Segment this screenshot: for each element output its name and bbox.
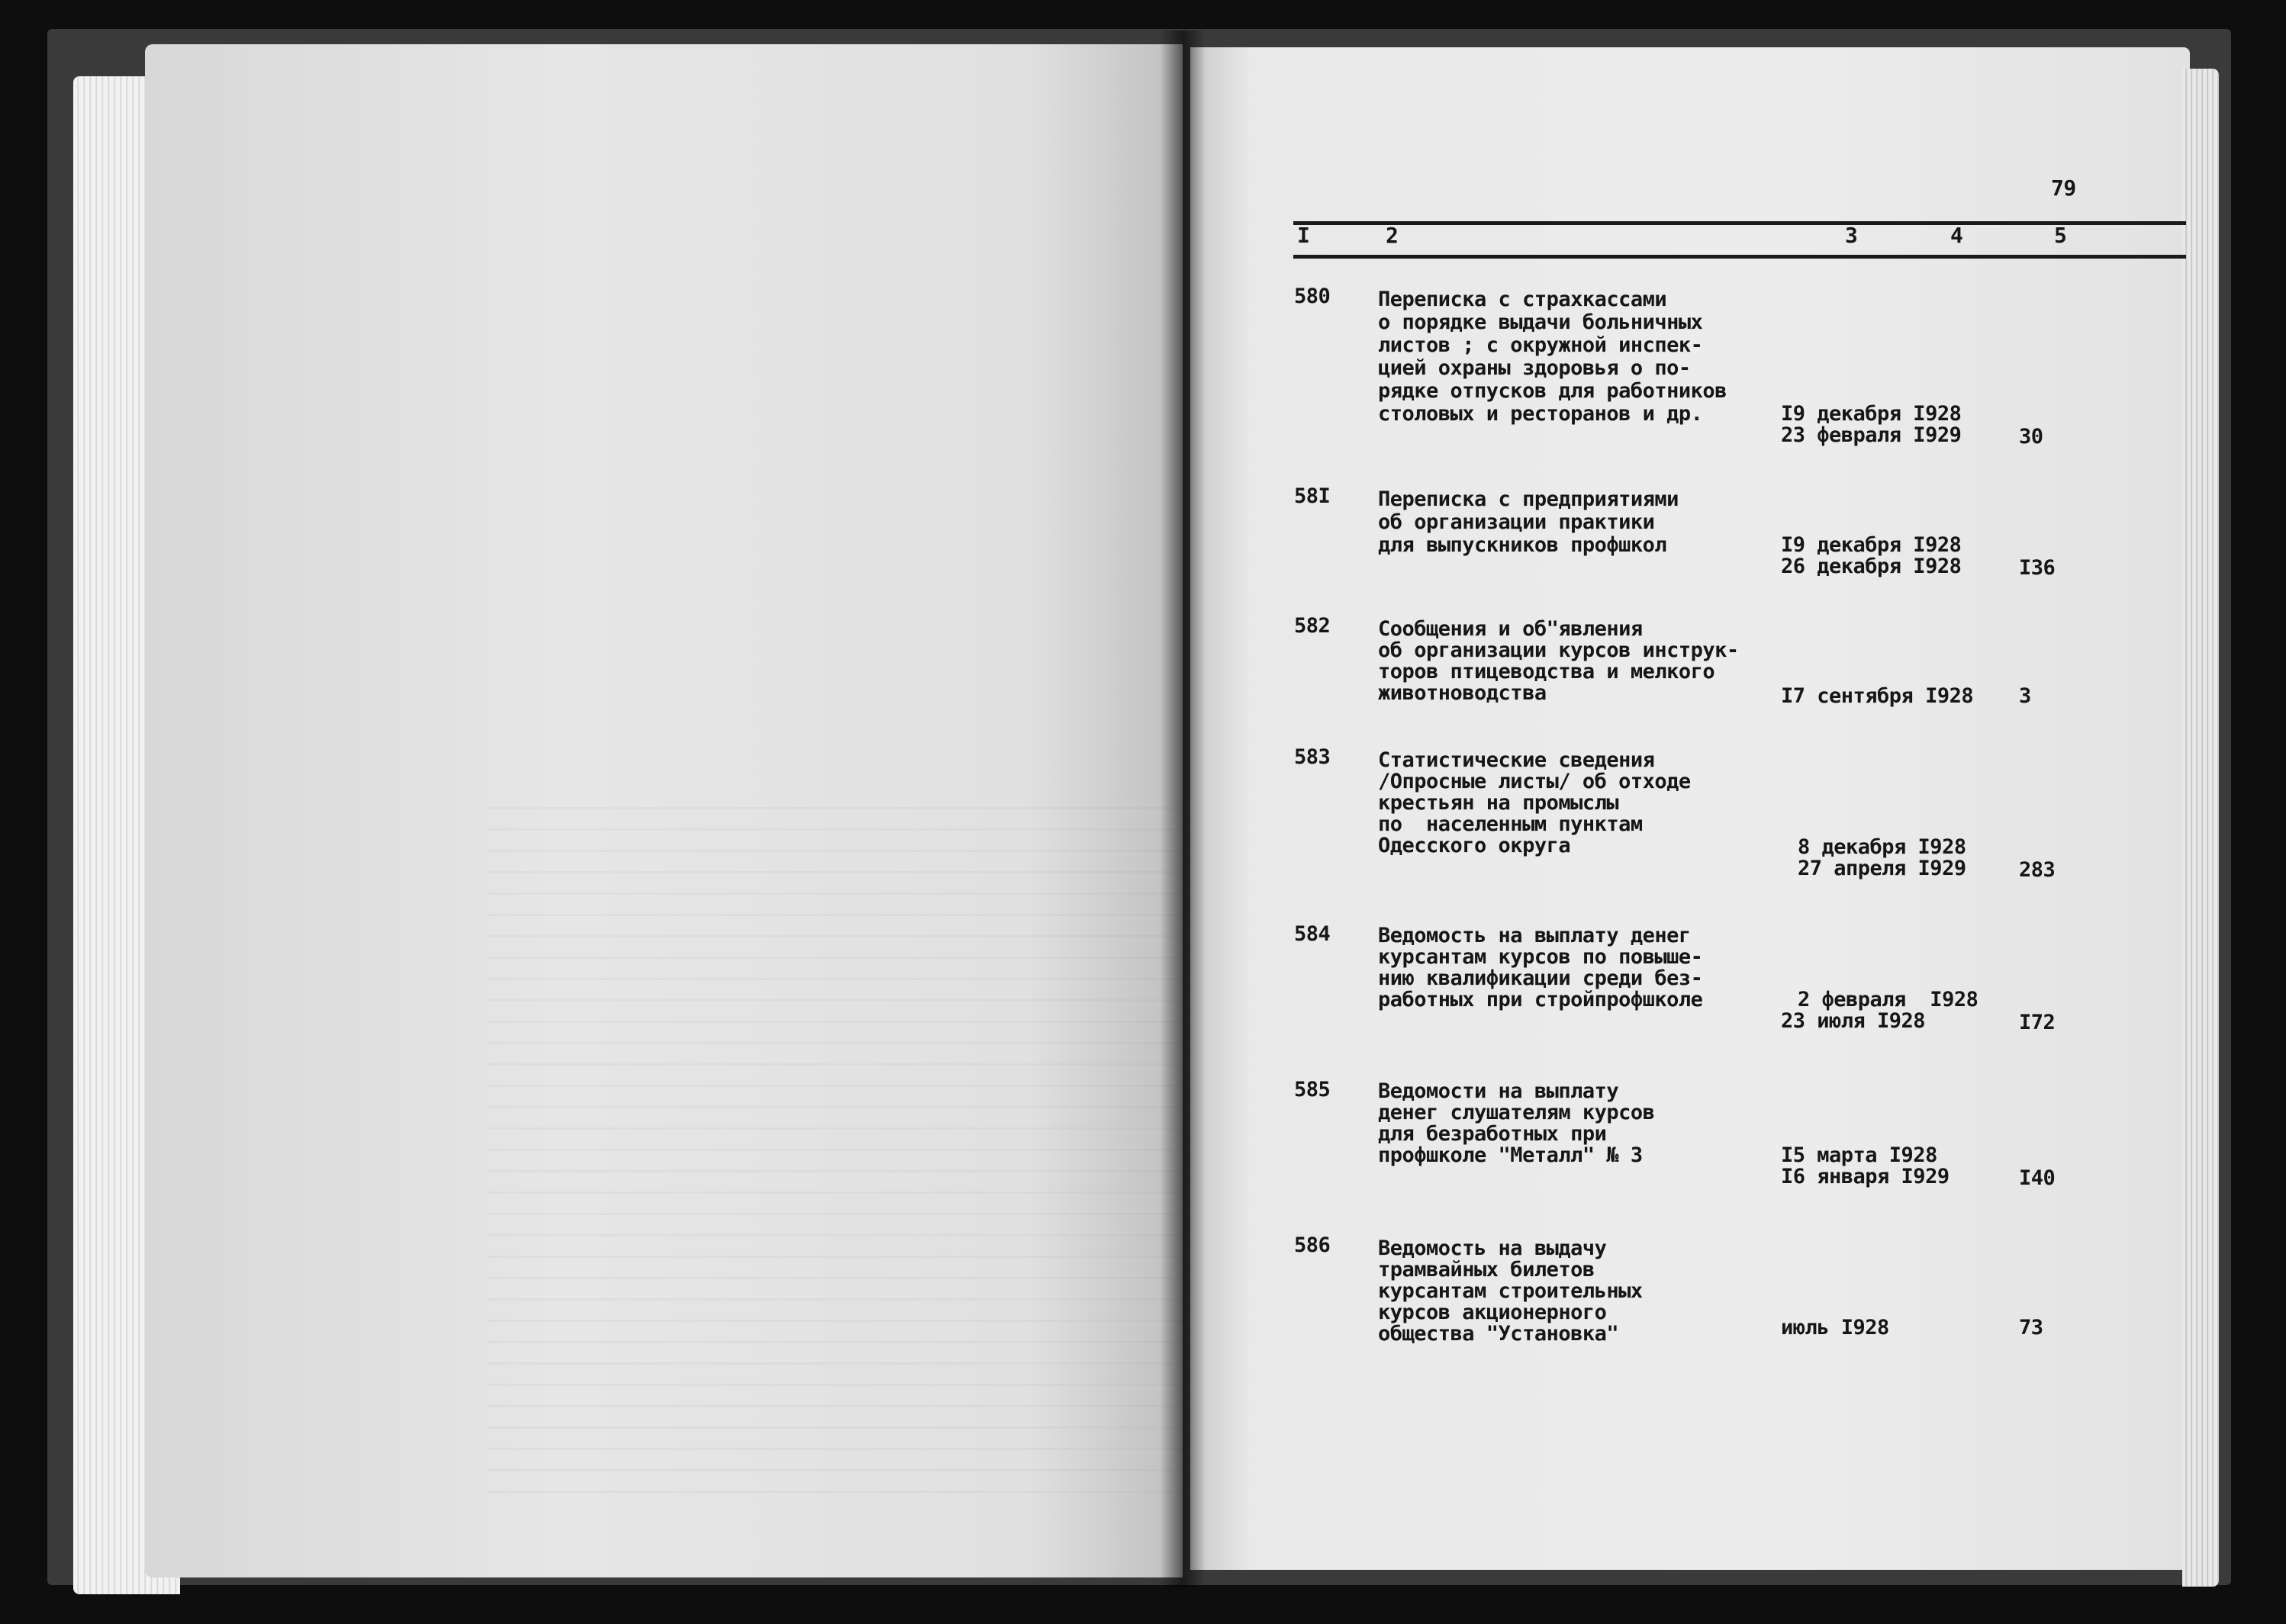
entry-description-line: об организации практики: [1378, 510, 1655, 534]
entry-number: 585: [1294, 1078, 1331, 1101]
entry-date-start: I9 декабря I928: [1781, 533, 1962, 557]
entry-description-line: цией охраны здоровья о по-: [1378, 356, 1691, 380]
entry-date-end: 27 апреля I929: [1798, 857, 1966, 880]
right-page-edges: [2182, 69, 2219, 1587]
entry-description-line: об организации курсов инструк-: [1378, 638, 1739, 662]
entry-sheet-count: I40: [2019, 1166, 2056, 1190]
entry-description-line: трамвайных билетов: [1378, 1258, 1595, 1282]
entry-description-line: Переписка с предприятиями: [1378, 487, 1679, 511]
entry-number: 584: [1294, 922, 1331, 946]
right-page: [1190, 47, 2190, 1570]
entry-description-line: /Опросные листы/ об отходе: [1378, 770, 1691, 793]
entry-description-line: для безработных при: [1378, 1122, 1607, 1146]
entry-date-end: I7 сентября I928: [1781, 684, 1974, 708]
entry-description-line: крестьян на промыслы: [1378, 791, 1619, 815]
entry-description-line: Статистические сведения: [1378, 748, 1655, 772]
column-header-3: 3: [1845, 223, 1858, 248]
entry-description-line: о порядке выдачи больничных: [1378, 310, 1703, 334]
entry-description-line: рядке отпусков для работников: [1378, 379, 1727, 403]
entry-date-start: 2 февраля I928: [1798, 988, 1979, 1011]
entry-number: 582: [1294, 614, 1331, 638]
entry-description-line: Ведомости на выплату: [1378, 1079, 1619, 1103]
entry-sheet-count: 3: [2019, 684, 2031, 708]
book-spine: [1160, 31, 1206, 1587]
entry-number: 583: [1294, 745, 1331, 769]
entry-description-line: курсантам курсов по повыше-: [1378, 945, 1703, 969]
entry-description-line: Переписка с страхкассами: [1378, 288, 1667, 311]
entry-description-line: денег слушателям курсов: [1378, 1101, 1655, 1124]
entry-description-line: Одесского округа: [1378, 834, 1571, 857]
bleed-through-text: [488, 807, 1251, 1494]
entry-description-line: профшколе "Металл" № 3: [1378, 1143, 1643, 1167]
column-header-2: 2: [1386, 223, 1399, 248]
column-header-1: I: [1297, 223, 1310, 248]
entry-number: 58I: [1294, 484, 1331, 508]
entry-description-line: общества "Установка": [1378, 1322, 1619, 1346]
column-header-5: 5: [2054, 223, 2067, 248]
entry-date-start: I9 декабря I928: [1781, 402, 1962, 426]
entry-date-start: 8 декабря I928: [1798, 835, 1966, 859]
entry-description-line: нию квалификации среди без-: [1378, 966, 1703, 990]
entry-date-end: I6 января I929: [1781, 1165, 1950, 1188]
entry-sheet-count: 283: [2019, 858, 2056, 882]
entry-description-line: листов ; с окружной инспек-: [1378, 333, 1703, 357]
entry-description-line: столовых и ресторанов и др.: [1378, 402, 1703, 426]
entry-description-line: торов птицеводства и мелкого: [1378, 660, 1715, 683]
entry-date-start: I5 марта I928: [1781, 1143, 1937, 1167]
entry-number: 586: [1294, 1233, 1331, 1257]
entry-sheet-count: 73: [2019, 1316, 2043, 1339]
table-header-rule-top: [1293, 221, 2186, 225]
entry-sheet-count: I72: [2019, 1011, 2056, 1034]
entry-description-line: курсов акционерного: [1378, 1301, 1607, 1324]
entry-number: 580: [1294, 285, 1331, 308]
entry-description-line: по населенным пунктам: [1378, 812, 1643, 836]
entry-description-line: работных при стройпрофшколе: [1378, 988, 1703, 1011]
column-header-4: 4: [1950, 223, 1963, 248]
entry-date-end: 23 февраля I929: [1781, 423, 1962, 447]
left-page-blank: [145, 44, 1183, 1577]
entry-date-end: июль I928: [1781, 1316, 1889, 1339]
entry-sheet-count: I36: [2019, 556, 2056, 580]
entry-description-line: Ведомость на выдачу: [1378, 1236, 1607, 1260]
table-header-rule-bottom: [1293, 255, 2186, 259]
entry-description-line: Сообщения и об"явления: [1378, 617, 1643, 641]
entry-description-line: животноводства: [1378, 681, 1547, 705]
entry-description-line: курсантам строительных: [1378, 1279, 1643, 1303]
entry-sheet-count: 30: [2019, 425, 2043, 449]
entry-date-end: 23 июля I928: [1781, 1009, 1926, 1033]
entry-date-end: 26 декабря I928: [1781, 555, 1962, 578]
entry-description-line: для выпускников профшкол: [1378, 533, 1667, 557]
entry-description-line: Ведомость на выплату денег: [1378, 924, 1691, 947]
page-number: 79: [2051, 175, 2076, 201]
